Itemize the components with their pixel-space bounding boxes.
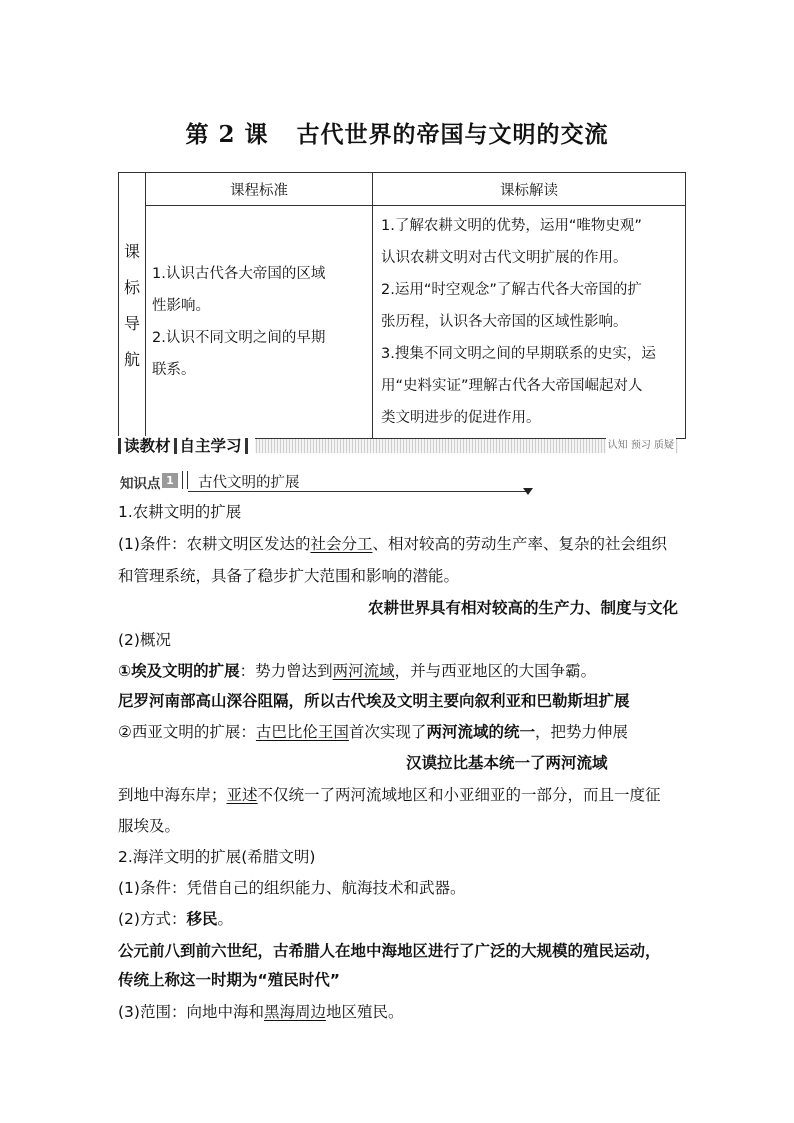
text-line: 到地中海东岸；亚述不仅统一了两河流域地区和小亚细亚的一部分，而且一度征	[118, 786, 661, 804]
text-line: ②西亚文明的扩展：古巴比伦王国首次实现了两河流域的统一，把势力伸展	[118, 723, 628, 741]
heading-agricultural-expansion: 1.农耕文明的扩展	[118, 503, 242, 521]
banner-label: 读教材 自主学习	[118, 436, 255, 456]
text-line: ①埃及文明的扩展：势力曾达到两河流域，并与西亚地区的大国争霸。	[118, 662, 597, 680]
header-curriculum-standard: 课程标准	[146, 173, 373, 206]
annotation-note: 尼罗河南部高山深谷阻隔，所以古代埃及文明主要向叙利亚和巴勒斯坦扩展	[118, 692, 630, 710]
page-title	[0, 116, 794, 149]
annotation-note: 汉谟拉比基本统一了两河流域	[406, 754, 608, 772]
course-navigation-table	[118, 172, 686, 439]
knowledge-point-name: 古代文明的扩展	[198, 475, 300, 491]
knowledge-point-label: 知识点	[120, 476, 161, 492]
text-line: (1)条件：农耕文明区发达的社会分工、相对较高的劳动生产率、复杂的社会组织	[118, 535, 667, 553]
text-line: (2)方式：移民。	[118, 910, 233, 928]
text-line: 服埃及。	[118, 817, 181, 835]
bar-marker	[174, 438, 177, 454]
annotation-note: 农耕世界具有相对较高的生产力、制度与文化	[367, 599, 678, 617]
annotation-note: 公元前八到前六世纪，古希腊人在地中海地区进行了广泛的大规模的殖民运动，	[118, 942, 661, 960]
text-line: 和管理系统，具备了稳步扩大范围和影响的潜能。	[118, 567, 460, 585]
annotation-note: 传统上称这一时期为“殖民时代”	[118, 971, 340, 989]
side-label: 课 标 导 航	[119, 173, 146, 439]
curriculum-standard-cell: 1.认识古代各大帝国的区域 性影响。 2.认识不同文明之间的早期 联系。	[146, 206, 373, 439]
text-line: (2)概况	[118, 631, 171, 649]
section-banner	[118, 436, 678, 456]
knowledge-point-number: 1	[162, 473, 178, 488]
divider-mark	[182, 471, 188, 489]
triangle-down-icon	[523, 488, 533, 495]
knowledge-point-header	[118, 469, 533, 493]
lesson-name: 古代世界的帝国与文明的交流	[296, 121, 609, 148]
text-line: (3)范围：向地中海和黑海周边地区殖民。	[118, 1003, 404, 1021]
bar-marker	[118, 438, 121, 454]
bar-marker	[245, 438, 248, 454]
standard-interpretation-cell: 1.了解农耕文明的优势，运用“唯物史观” 认识农耕文明对古代文明扩展的作用。 2.运用“时空观念”了解古代各大帝国的扩 张历程，认识各大帝国的区域性影响。 3.搜集不同文明之间的早期联系的史实，运 用“史料实证”理解古代各大帝国崛起对人 类文明进步的促进作用。	[373, 206, 686, 439]
text-line: (1)条件：凭借自己的组织能力、航海技术和武器。	[118, 879, 466, 897]
lesson-number: 第 2 课	[185, 121, 269, 148]
header-standard-interpretation: 课标解读	[373, 173, 686, 206]
underline-rule	[188, 491, 528, 492]
banner-tags: 认知 预习 质疑	[606, 438, 676, 454]
heading-maritime-expansion: 2.海洋文明的扩展(希腊文明)	[118, 848, 316, 866]
